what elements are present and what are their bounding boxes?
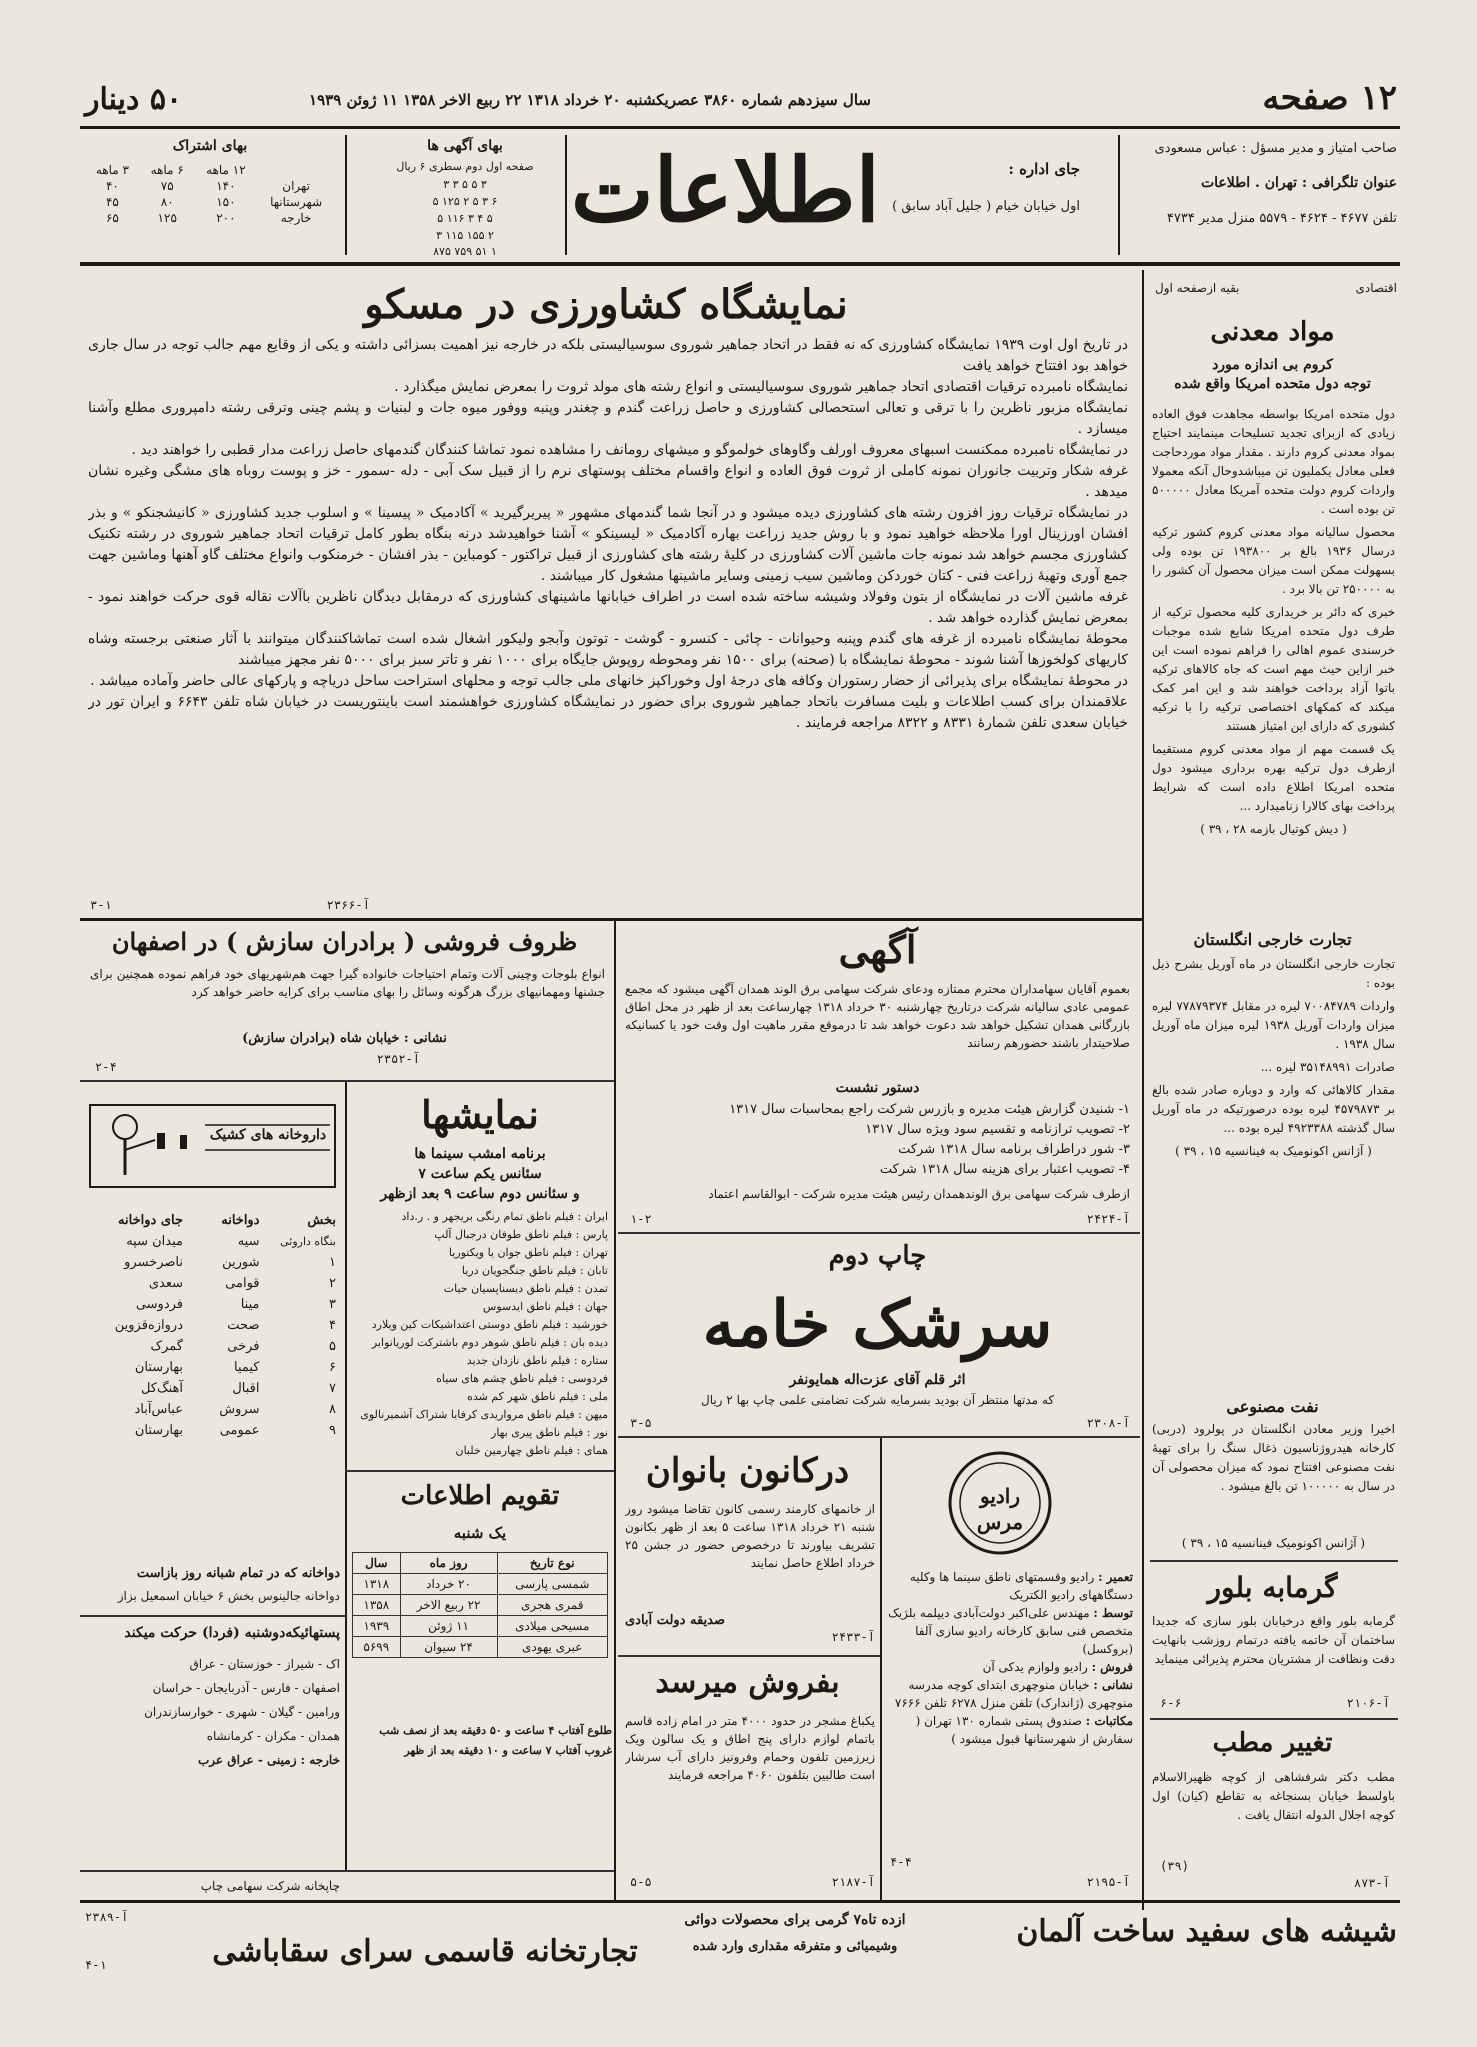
ads-line-3: ۵ ۴ ۳ ۱۱۶ ۵ <box>437 212 493 225</box>
bath-code-2: ۶-۶ <box>1160 1696 1182 1710</box>
cinema-title: نمایشها <box>421 1092 539 1137</box>
cinema-row: جهان : فیلم ناطق ایدسوس <box>482 1300 608 1313</box>
ph-cell: سیه <box>237 1234 260 1249</box>
ph-cell: بهارستان <box>134 1423 183 1438</box>
bottom-ad-middle-2: وشیمیائی و متفرقه مقداری وارد شده <box>692 1939 898 1954</box>
calendar-rule <box>345 1470 614 1472</box>
center-rule <box>614 920 616 1900</box>
bath-title: گرمابه بلور <box>1207 1571 1338 1604</box>
cinema-row: ستاره : فیلم ناطق نازدان جدید <box>466 1354 608 1367</box>
agenda-item: ۲- تصویب ترازنامه و تقسیم سود ویژه سال ۱۳۱۷ <box>865 1122 1130 1137</box>
cal-cell: ۲۴ سیوان <box>400 1637 497 1658</box>
radio-body <box>888 1568 1133 1858</box>
cal-cell: شمسی پارسی <box>497 1574 607 1595</box>
isfahan-code-2: ۲-۴ <box>95 1060 117 1074</box>
calendar-title: تقویم اطلاعات <box>400 1481 560 1511</box>
right-kicker: اقتصادی <box>1355 281 1397 295</box>
subs-header-row <box>85 162 335 178</box>
calendar-table <box>352 1552 608 1658</box>
minerals-sub2: توجه دول متحده امریکا واقع شده <box>1174 376 1371 392</box>
uk-trade-title: تجارت خارجی انگلستان <box>1193 930 1352 949</box>
address-title: نشانی : <box>1093 1678 1133 1692</box>
cinema-row: نور : فیلم ناطق پیری بهار <box>491 1426 608 1439</box>
pharmacy-note: دواخانه جالینوس بخش ۶ خیابان اسمعیل بزاز <box>117 1589 340 1603</box>
subs-h3: ۳ ماهه <box>95 163 129 177</box>
doctor-rule <box>1150 1718 1398 1720</box>
cinema-sub1: برنامه امشب سینما ها <box>414 1146 546 1162</box>
sale-code-2: ۵-۵ <box>630 1875 652 1889</box>
mail-title: مکاتبات : <box>1085 1714 1133 1728</box>
bath-body: گرمابه بلور واقع درخیابان بلور سازی که جدیدا ساختمان آن خاتمه یافته درتمام روزشب بانهایت دقت ونظافت از مشتریان محترم پذیرائی مینماید <box>1152 1614 1395 1666</box>
ads-line-4: ۲ ۱۵۵ ۱۱۵ ۳ <box>436 229 494 242</box>
ph-cell: دروازه‌قزوین <box>114 1318 183 1333</box>
pharmacy-table <box>85 1210 340 1441</box>
cinema-row: فردوسی : فیلم ناطق چشم های سیاه <box>436 1372 608 1385</box>
women-body: از خانمهای کارمند رسمی کانون تقاضا میشود روز شنبه ۲۱ خرداد ۱۳۱۸ ساعت ۵ بعد از ظهر بکانون تشریف بیاورند تا درخصوص حضور در جشن ۲۵ خرداد اطلاع حاصل نمایند <box>625 1502 875 1570</box>
ph-cell: فردوسی <box>135 1297 183 1312</box>
bath-rule <box>1150 1560 1398 1562</box>
subs-row <box>85 178 335 194</box>
radio-logo-text: رادیو مرس <box>976 1484 1024 1534</box>
ph-cell: ۱ <box>329 1255 336 1270</box>
pharmacy-row <box>85 1420 340 1441</box>
isfahan-title: ظروف فروشی ( برادران سازش ) در اصفهان <box>111 927 578 956</box>
trade-p3: مقدار کالاهائی که وارد و دوباره صادر شده بالغ بر ۴۵۷۹۸۷۳ لیره بوده درصورتیکه در ماه آوریل سال گذشته ۴۹۲۳۳۸۸ لیره بوده ... <box>1152 1083 1395 1135</box>
cal-cell: قمری هجری <box>497 1595 607 1616</box>
moscow-p4: غرفه شکار وتربیت جانوران نمونه کاملی از ثروت فوق العاده و انواع واقسام مختلف پوستهای نرم را از قبیل سک آبی - دله -سمور - خز و پوست روباه های مشگی وغیره نشان میدهد . <box>88 463 1128 500</box>
cinema-row: خورشید : فیلم ناطق دوستی اعتداشیکات کین ویلارد <box>371 1318 608 1331</box>
minerals-body <box>1152 405 1395 925</box>
moscow-body <box>88 335 1128 895</box>
bottom-ad-right: شیشه های سفید ساخت آلمان <box>1016 1914 1397 1949</box>
calendar-day: یک شنبه <box>453 1524 507 1542</box>
pharmacist-illustration-icon <box>85 1095 340 1195</box>
book-title: سرشک خامه <box>702 1287 1053 1362</box>
subs-h2: ۶ ماهه <box>150 163 184 177</box>
post-rule <box>80 1615 345 1617</box>
subscription-table <box>85 162 335 226</box>
masthead-divider-3 <box>345 135 347 255</box>
issue-line: سال سیزدهم شماره ۳۸۶۰ عصریکشنبه ۲۰ خرداد ۱۳۱۸ ۲۲ ربیع الاخر ۱۳۵۸ ۱۱ ژوئن ۱۹۳۹ <box>309 91 871 109</box>
agenda-item: ۳- شور دراطراف برنامه سال ۱۳۱۸ شرکت <box>898 1142 1130 1157</box>
isfahan-address: نشانی : خیابان شاه (برادران سازش) <box>242 1031 447 1046</box>
doctor-body: مطب دکتر شرفشاهی از کوچه ظهیرالاسلام باولسط خیابان بسنجاغه به تقاطع (کیان) اول کوچه اجلال الدوله انتقال یافت . <box>1152 1770 1395 1822</box>
agenda-list <box>625 1100 1130 1180</box>
ph-cell: ۳ <box>329 1297 336 1312</box>
subs-cell: ۴۵ <box>105 195 119 209</box>
page-number: ۱۲ صفحه <box>1262 78 1397 118</box>
post-row: همدان - مکران - کرمانشاه <box>206 1729 340 1743</box>
minerals-sub1: کروم بی اندازه مورد <box>1212 357 1333 373</box>
subs-cell: خارجه <box>280 211 312 225</box>
sale-body: یکباغ مشجر در حدود ۴۰۰۰ متر در امام زاده قاسم باتمام لوازم دارای پنج اطاق و یک سالون ویک زیرزمین تلفون وحمام وفرونیز دارای آب سرشار است طالبین بتلفون ۴۰۶۰ مراجعه فرمایند <box>625 1714 875 1782</box>
lower-center-split <box>880 1438 882 1900</box>
left-section-rule <box>80 1080 614 1082</box>
pharmacy-row <box>85 1315 340 1336</box>
sale-rule <box>618 1655 880 1657</box>
ph-cell: ۲ <box>329 1276 336 1291</box>
telegraph-line: عنوان تلگرافی : تهران . اطلاعات <box>1200 175 1397 191</box>
moscow-p9: علاقمندان برای کسب اطلاعات و بلیت مسافرت باتحاد جماهیر شوروی برای حضور در نمایشگاه کشاورزی خواهشمند است باینتوریست در خیابان شاه تلفن ۶۶۴۳ و ایران تور در خیابان سعدی تلفن شمارهٔ ۸۳۳۱ و ۸۳۲۲ مراجعه فرمایند . <box>88 694 1128 731</box>
moscow-p1: نمایشگاه نامبرده ترقیات اقتصادی اتحاد جماهیر شوروی سوسیالیستی و انواع رشته های مولد ثروت را بمعرض نمایش میگذارد . <box>394 379 1128 395</box>
agenda-item: ۴- تصویب اعتبار برای هزینه سال ۱۳۱۸ شرکت <box>879 1162 1130 1177</box>
cinema-row: تهران : فیلم ناطق جوان یا ویکتوریا <box>448 1246 608 1259</box>
subs-h1: ۱۲ ماهه <box>206 163 246 177</box>
trade-p0: تجارت خارجی انگلستان در ماه آوریل بشرح ذیل بوده : <box>1152 957 1395 990</box>
minerals-p1: محصول سالیانه مواد معدنی کروم کشور ترکیه درسال ۱۹۳۶ بالغ بر ۱۹۳۸۰۰ تن بوده ولی بسهولت ممکن است میزان محصول آن کشور را به ۲۵۰۰۰۰ تن بالا برد . <box>1152 525 1395 596</box>
pharmacy-row <box>85 1294 340 1315</box>
bottom-code-2: ۴-۱ <box>85 1958 107 1972</box>
ph-h2: جای دواخانه <box>118 1213 183 1228</box>
moscow-p7: محوطهٔ نمایشگاه نامبرده از غرفه های گندم وپنبه وحیوانات - چائی - کنسرو - گوشت - توتون وآبجو ولیکور اشغال شده است تماشاکنندگان میتوانند با آثار صنعتی برجسته وشاه کاریهای کولخوزها آشنا شوند - محوطهٔ نمایشگاه با (صحنه) برای ۱۵۰۰ نفر ومحوطه روپوش جایگاه برای ۱۰۰۰ نفر و تاتر سبز برای ۵۰۰۰ نفر مجهز میباشند <box>88 631 1128 668</box>
cinema-list <box>352 1208 608 1460</box>
pharmacy-row <box>85 1336 340 1357</box>
pharmacy-row <box>85 1378 340 1399</box>
sale-code: آ-۲۱۸۷ <box>831 1875 875 1889</box>
pharmacy-row <box>85 1399 340 1420</box>
mail-text: صندوق پستی شماره ۱۳۰ تهران ( سفارش از شهرستانها قبول میشود ) <box>915 1714 1133 1746</box>
post-row: ورامین - گیلان - شهری - خوارسازندران <box>144 1705 340 1719</box>
ph-cell: ناصرخسرو <box>124 1255 183 1270</box>
women-sign: صدیقه دولت آبادی <box>625 1613 726 1628</box>
agahi-code: آ-۲۴۲۴ <box>1086 1212 1130 1226</box>
masthead-bottom-rule <box>80 262 1400 266</box>
subs-cell: ۲۰۰ <box>216 211 236 225</box>
subs-row <box>85 194 335 210</box>
agahi-body: بعموم آقایان سهامداران محترم ممتازه ودعای شرکت سهامی برق الوند همدان آگهی میشود که مجمع عمومی عادی سالیانه شرکت درتاریخ چهارشنبه ۳۰ خرداد ۱۳۱۸ چهارساعت بعد از ظهر در محل اطاق بازرگانی همدان تشکیل خواهد شد دعوت خواهد شد تا درموقع مقرر ماهیت اول وقت خود یا کسانیکه صلاحیتدار باشند حضورهم رسانند <box>625 982 1130 1050</box>
agenda-item: ۱- شنیدن گزارش هیئت مدیره و بازرس شرکت راجع بمحاسبات سال ۱۳۱۷ <box>729 1102 1130 1117</box>
synthetic-oil-source: ( آژانس اکونومیک فینانسیه ۱۵ ، ۳۹ ) <box>1181 1536 1366 1550</box>
calendar-row <box>353 1637 608 1658</box>
ads-line-0: صفحه اول دوم سطری ۶ ریال <box>396 160 534 173</box>
subs-row <box>85 210 335 226</box>
address-text: خیابان منوچهری ابتدای کوچه مدرسه منوچهری (ژاندارک) تلفن منزل ۶۲۷۸ تلفن ۷۶۶۶ <box>894 1678 1133 1710</box>
minerals-p3: یک قسمت مهم از مواد معدنی کروم مستقیما ازطرف دول ترکیه بهره برداری میشود دول متحده امریکا اطلاع داده است که شرایط پرداخت بهای کالارا زنامیدارد ... <box>1152 742 1395 813</box>
pharmacy-banner <box>85 1095 340 1195</box>
cinema-row: ایران : فیلم ناطق تمام رنگی بریجهر و . ر.داد <box>401 1210 608 1223</box>
calendar-header-row <box>353 1553 608 1574</box>
cal-h2: سال <box>353 1553 401 1574</box>
ph-cell: آهنگ‌کل <box>140 1381 183 1396</box>
ph-cell: فرخی <box>227 1339 260 1354</box>
ph-cell: ۸ <box>329 1402 336 1417</box>
ph-cell: عباس‌آباد <box>134 1402 183 1417</box>
ads-line-2: ۶ ۳ ۵ ۲ ۱۲۵ ۵ <box>432 195 498 208</box>
trade-source: ( آژانس اکونومیک به فینانسیه ۱۵ ، ۳۹ ) <box>1175 1144 1372 1158</box>
subs-cell: تهران <box>282 179 310 193</box>
isfahan-code: آ-۲۳۵۲ <box>376 1052 420 1066</box>
calendar-row <box>353 1595 608 1616</box>
agahi-code-2: ۱-۲ <box>630 1212 652 1226</box>
minerals-p2: خبری که دائر بر خریداری کلیه محصول ترکیه از طرف دول متحده امریکا شایع شده موجبات خرسندی عموم اهالی را فراهم نموده است این خبر ازاین حیث مهم است که جاه کالاهای ترکیه باتوا آزاد برداخت خواهند شد و این امر کمک میکند که کمکهای اختصاصی ترکیه را با ترکیه کشوری که دارای این امتیاز هستند <box>1152 605 1395 733</box>
sale-title: فروش : <box>1091 1660 1133 1674</box>
owner-line: صاحب امتیاز و مدیر مسؤل : عباس مسعودی <box>1154 141 1397 156</box>
moscow-code: آ-۲۳۶۶ <box>326 898 370 912</box>
ph-cell: ۹ <box>329 1423 336 1438</box>
sale-title: بفروش میرسد <box>655 1665 840 1700</box>
synthetic-oil-title: نفت مصنوعی <box>1226 1397 1319 1416</box>
subs-h0 <box>257 162 335 178</box>
moscow-p5: در نمایشگاه ترقیات روز افزون رشته های کشاورزی دیده میشود و در آنجا شما گندمهای مشهور « پیریرگیرید » آکادمیک « پیسینا » و اسلوب جدید کشاورزی « کانیشجنکو » و بذر افشان اورزینال اورا ملاحظه خواهید نمود و با روش جدید زراعت بهاره آکادمیک « لیسینکو » آشنا خواهیدشد درنه بنگاه بطور کامل ترقیات اتحاد جماهیر شوروی در رشته تکنیک کشاورزی مجسم خواهد شد نمونه جات ماشین آلات کشاورزی در کلیهٔ رشته های کشاورزی از قبیل تراکتور - کومباین - بذر افشان - خرمنکوب وانواع مختلف گاو آهنها وماشین جهت جمع آوری وتهیهٔ زراعت فنی - کتان خوردکن وماشین سیب زمینی وسایر ماشینها مشغول کار میباشند . <box>88 505 1128 584</box>
pharmacy-row <box>85 1231 340 1252</box>
ph-cell: کیمیا <box>233 1360 260 1375</box>
agenda-title: دستور نشست <box>835 1080 920 1096</box>
ph-cell: قوامی <box>225 1276 260 1291</box>
cinema-row: میهن : فیلم ناطق مرواریدی کرفابا شتراک آشمیرنالوی <box>360 1408 608 1421</box>
cal-cell: ۵۶۹۹ <box>353 1637 401 1658</box>
office-address: اول خیابان خیام ( جلیل آباد سابق ) <box>892 199 1080 214</box>
moscow-p0: در تاریخ اول اوت ۱۹۳۹ نمایشگاه کشاورزی که نه فقط در اتحاد جماهیر شوروی سوسیالیستی بلکه در خارجه نیز اهمیت بسزائی داشته و یکی از وقایع مهم جالب توجه در سال جاری خواهد بود افتتاح خواهد یافت <box>88 337 1128 374</box>
masthead-divider-2 <box>565 135 567 255</box>
ads-line-5: ۱ ۵۱ ۷۵۹ ۸۷۵ <box>433 245 497 258</box>
ph-cell: ۵ <box>329 1339 336 1354</box>
printer-rule <box>80 1870 614 1872</box>
doctor-code: آ-۸۷۳ <box>1353 1876 1390 1890</box>
ph-cell: میدان سپه <box>126 1234 183 1249</box>
radio-code-2: ۴-۴ <box>890 1855 912 1869</box>
sale-text: رادیو ولوازم یدکی آن <box>982 1660 1088 1674</box>
book-author: اثر قلم آقای عزت‌اله همایونفر <box>789 1372 966 1388</box>
book-rule <box>618 1232 1140 1234</box>
minerals-source: ( دیش کوتیال بازمه ۲۸ ، ۳۹ ) <box>1200 822 1347 836</box>
moscow-p6: غرفه ماشین آلات در نمایشگاه از بتون وفولاد وشیشه ساخته شده است در اطراف خیابانها ماشینهای کشاورزی که درمقابل دیدگان ناظرین باآلات نقاله قوی حرکت خواهند نمود - بمعرض نمایش گذارده خواهد شد . <box>88 589 1128 626</box>
left-split-rule <box>345 1082 347 1872</box>
cinema-row: همای : فیلم ناطق چهارمین خلبان <box>455 1444 608 1457</box>
cal-h0: نوع تاریخ <box>497 1553 607 1574</box>
pharmacy-note-title: دواخانه که در تمام شبانه روز بازاست <box>136 1566 340 1581</box>
agahi-title: آگهی <box>838 927 917 972</box>
pharmacy-row <box>85 1252 340 1273</box>
post-row: اصفهان - فارس - آذربایجان - خراسان <box>152 1681 340 1695</box>
pharmacy-row <box>85 1273 340 1294</box>
moscow-code-2: ۳-۱ <box>90 898 112 912</box>
isfahan-body: انواع بلوجات وچینی آلات وتمام احتیاجات خانواده گیرا جهت هم‌شهریهای خود فراهم نموده همچنین برای جشنها ومهمانیهای بزرگ هرگونه وسائل را بهای مناسب برای کرایه حاضر خواهد کرد <box>90 967 605 999</box>
subs-cell: ۱۴۰ <box>216 179 236 193</box>
sunset: غروب آفتاب ۷ ساعت و ۱۰ دقیقه بعد از ظهر <box>404 1744 612 1757</box>
cal-cell: ۱۳۱۸ <box>353 1574 401 1595</box>
pharmacy-banner-text: داروخانه های کشیک <box>209 1127 327 1143</box>
agahi-sign: ازطرف شرکت سهامی برق الوندهمدان رئیس هیئت مدیره شرکت - ابوالقاسم اعتماد <box>708 1187 1130 1201</box>
ph-cell: بنگاه داروئی <box>280 1235 336 1248</box>
phone-line: تلفن ۴۶۷۷ - ۴۶۲۴ - ۵۵۷۹ منزل مدیر ۴۷۳۴ <box>1166 211 1397 226</box>
ads-title: بهای آگهی ها <box>427 138 503 154</box>
by-title: توسط : <box>1093 1606 1133 1620</box>
calendar-row <box>353 1616 608 1637</box>
ph-h1: دواخانه <box>221 1213 260 1228</box>
book-code-2: ۳-۵ <box>630 1416 652 1430</box>
ph-h0: بخش <box>307 1213 336 1228</box>
ph-cell: شورین <box>222 1255 260 1270</box>
subs-cell: ۶۵ <box>105 211 119 225</box>
subs-cell: ۴۰ <box>105 179 119 193</box>
cal-cell: ۱۱ ژوئن <box>400 1616 497 1637</box>
right-column-rule <box>1142 270 1144 1910</box>
subs-cell: ۱۵۰ <box>216 195 236 209</box>
bath-code: آ-۲۱۰۶ <box>1346 1696 1390 1710</box>
radio-code: آ-۲۱۹۵ <box>1086 1875 1130 1889</box>
ads-line-1: ۳ ۵ ۵ ۳ ۳ <box>443 178 487 191</box>
pharmacy-row <box>85 1357 340 1378</box>
subs-cell: ۸۰ <box>160 195 174 209</box>
masthead-divider-1 <box>1118 135 1120 255</box>
lower-center-rule <box>618 1436 1140 1438</box>
post-list <box>85 1652 340 1748</box>
book-code: آ-۲۳۰۸ <box>1086 1416 1130 1430</box>
book-kicker: چاپ دوم <box>828 1241 927 1271</box>
women-code: آ-۲۴۳۳ <box>831 1630 875 1644</box>
subs-cell: شهرستانها <box>270 195 323 209</box>
post-row: اک - شیراز - خوزستان - عراق <box>189 1657 340 1671</box>
minerals-title: مواد معدنی <box>1210 317 1335 347</box>
cinema-row: تمدن : فیلم ناطق دیسناپسیان حیات <box>443 1282 608 1295</box>
radio-logo <box>945 1448 1055 1558</box>
moscow-p8: در محوطهٔ نمایشگاه برای پذیرائی از حضار رستوران وکافه های درجهٔ اول وخوراکپز خانهای ملی جالب توجه و محلهای استراحت ساحل دریاچه و پارکهای عالی حاضر وآماده میباشد . <box>90 673 1128 689</box>
subs-title: بهای اشتراک <box>172 138 248 154</box>
cinema-sub2: سئانس یکم ساعت ۷ <box>418 1166 542 1182</box>
post-title: پستهائیکه‌دوشنبه (فردا) حرکت میکند <box>124 1625 340 1641</box>
ph-cell: مینا <box>240 1297 260 1312</box>
doctor-title: تغییر مطب <box>1212 1728 1333 1758</box>
calendar-row <box>353 1574 608 1595</box>
ph-cell: بهارستان <box>134 1360 183 1375</box>
ph-cell: گمرک <box>150 1339 183 1354</box>
minerals-p0: دول متحده امریکا بواسطه مجاهدت فوق العاده زیادی که ازبرای تجدید تسلیحات مینمایند احتیاج بمواد معدنی کروم دارند . مقدار مواد موردحاجت فعلی معادل یکملیون تن میباشدوحال آنکه معمولا واردات کروم دولت متحده آمریکا معادل ۵۰۰۰۰۰ تن بوده است . <box>1152 407 1395 516</box>
cal-cell: مسیحی میلادی <box>497 1616 607 1637</box>
bottom-top-rule <box>80 1900 1400 1903</box>
bottom-code: آ-۲۳۸۹ <box>85 1910 129 1924</box>
synthetic-oil-body: اخیرا وزیر معادن انگلستان در پولرود (دربی) کارخانه هیدروژناسیون ذغال سنگ را برای تهیهٔ نفت مصنوعی افتتاح نمود که میزان محصولی آن در سال به ۱۰۰۰۰۰ تن بالغ میشود . <box>1152 1422 1395 1493</box>
ph-cell: اقبال <box>232 1381 260 1396</box>
cinema-row: ملی : فیلم ناطق شهر کم شده <box>467 1390 608 1403</box>
subs-cell: ۱۲۵ <box>157 211 177 225</box>
subs-cell: ۷۵ <box>160 179 174 193</box>
moscow-p3: در نمایشگاه نامبرده ممکنست اسبهای معروف اورلف وگاوهای خولموگو و میشهای رومانف را مشاهده نمود تماشا کنندگان گندمهای حاصل زراعت مدار قطبی را خواهند دید . <box>131 442 1128 458</box>
repair-title: تعمیر : <box>1098 1570 1133 1584</box>
women-title: درکانون بانوان <box>645 1451 850 1491</box>
moscow-headline: نمایشگاه کشاورزی در مسکو <box>364 281 848 328</box>
ph-cell: ۶ <box>329 1360 336 1375</box>
cinema-row: پارس : فیلم ناطق طوفان درجبال آلپ <box>434 1228 608 1241</box>
bottom-ad-left: تجارتخانه قاسمی سرای سقاباشی <box>212 1934 638 1969</box>
ph-cell: ۷ <box>329 1381 336 1396</box>
book-text: که مدتها منتظر آن بودید بسرمایه شرکت تضامنی علمی چاپ بها ۲ ریال <box>700 1393 1055 1407</box>
masthead-top-rule <box>80 126 1400 129</box>
moscow-p2: نمایشگاه مزبور ناظرین را با ترقی و تعالی استحصالی کشاورزی و حاصل زراعت گندم و چغندر وپنبه ووفور میوه جات و لبنیات و پشم چینی وترقی رشته دامپروری مطلع وآشنا میسازد . <box>88 400 1128 437</box>
sunrise: طلوع آفتاب ۴ ساعت و ۵۰ دقیقه بعد از نصف شب <box>379 1724 612 1737</box>
price: ۵۰ دینار <box>85 82 183 117</box>
by-text: مهندس علی‌اکبر دولت‌آبادی دیپلمه بلژیک متخصص فنی سابق کارخانه رادیو سازی آلفا (بروکسل) <box>888 1606 1133 1656</box>
printer-line: چاپخانه شرکت سهامی چاپ <box>200 1879 340 1893</box>
cal-cell: عبری یهودی <box>497 1637 607 1658</box>
ph-cell: ۴ <box>329 1318 336 1333</box>
cal-cell: ۱۳۵۸ <box>353 1595 401 1616</box>
pharmacy-header-row <box>85 1210 340 1231</box>
ph-cell: عمومی <box>219 1423 260 1438</box>
cinema-sub3: و سئانس دوم ساعت ۹ بعد ازظهر <box>380 1186 580 1202</box>
mid-rule <box>80 918 1142 921</box>
trade-p2: صادرات ۳۵۱۴۸۹۹۱ لیره ... <box>1260 1060 1395 1074</box>
ph-cell: سعدی <box>148 1276 183 1291</box>
cal-cell: ۱۹۳۹ <box>353 1616 401 1637</box>
office-title: جای اداره : <box>1008 160 1080 178</box>
cal-cell: ۲۰ خرداد <box>400 1574 497 1595</box>
post-foreign: خارجه : زمینی - عراق عرب <box>198 1753 340 1767</box>
cinema-row: دیده بان : فیلم ناطق شوهر دوم باشترکت لوریانوایر <box>371 1336 608 1349</box>
right-kicker-2: بقیه ازصفحه اول <box>1155 281 1240 295</box>
newspaper-logo: اطلاعات <box>570 138 880 242</box>
cinema-row: تابان : فیلم ناطق جنگجویان دریا <box>461 1264 608 1277</box>
bottom-ad-middle-1: ازده تاه۷ گرمی برای محصولات دوائی <box>684 1912 906 1928</box>
uk-trade-body <box>1152 955 1395 1395</box>
doctor-code-2: (۳۹) <box>1160 1859 1189 1873</box>
cal-h1: روز ماه <box>400 1553 497 1574</box>
ph-cell: سروش <box>219 1402 260 1417</box>
repair-text: رادیو وقسمتهای ناطق سینما ها وکلیه دستگاههای رادیو الکتریک <box>909 1570 1133 1602</box>
cal-cell: ۲۲ ربیع الاخر <box>400 1595 497 1616</box>
trade-p1: واردات ۷۰۰۸۴۷۸۹ لیره در مقابل ۷۷۸۷۹۳۷۴ لیره میزان واردات آوریل ۱۹۳۸ لیره میزان ماه آوریل سال ۱۹۳۸ . <box>1152 999 1395 1051</box>
ph-cell: صحت <box>227 1318 260 1333</box>
